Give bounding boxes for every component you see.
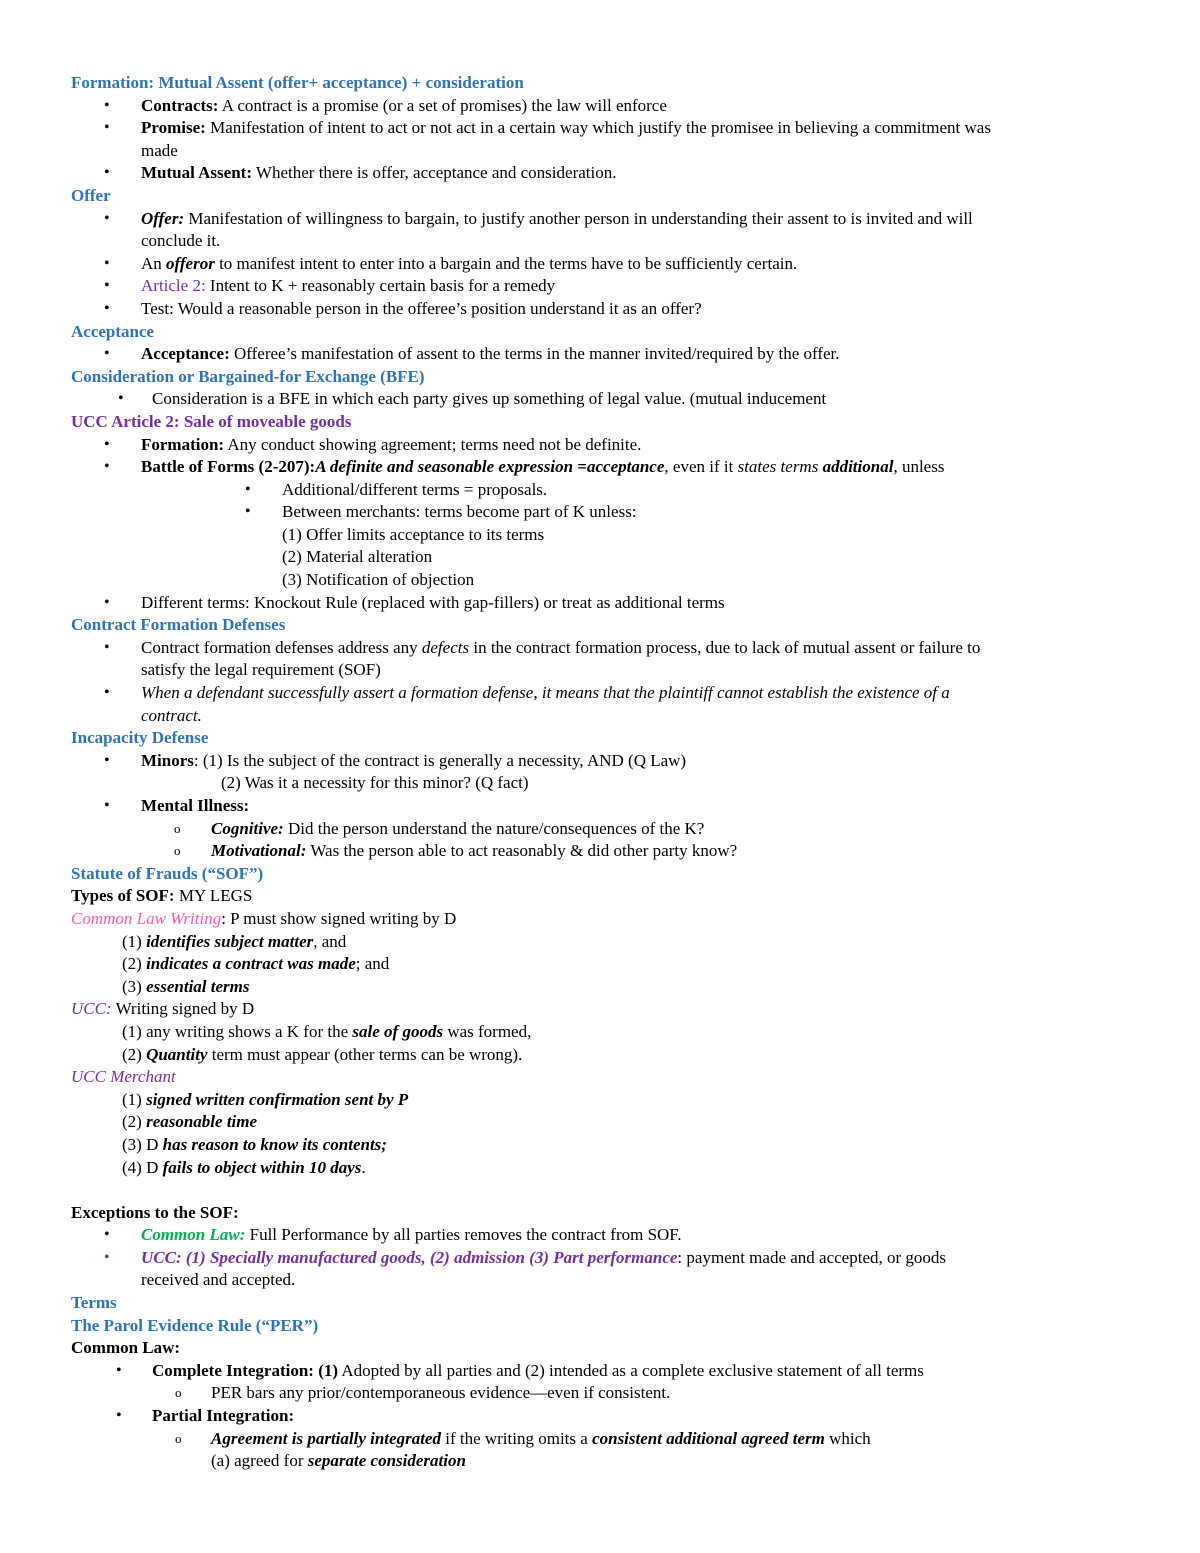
list-item-exc-ucc: • UCC: (1) Specially manufactured goods, (2) admission (3) Part performance: payment made and accepted, or goods (0, 1247, 1200, 1270)
heading-parol-evidence-rule (0, 1315, 1200, 1338)
definition-text: Whether there is offer, acceptance and consideration. (251, 163, 617, 183)
bullet-icon: • (104, 254, 110, 272)
list-item-merchant-1: (1) Offer limits acceptance to its terms (282, 524, 545, 544)
bullet-icon: • (104, 96, 110, 114)
term-label: Minors (141, 750, 194, 770)
list-item-offer-cont (0, 230, 1200, 253)
term-label: Complete Integration: (1) (152, 1360, 339, 1380)
definition-text: Consideration is a BFE in which each party gives up something of legal value. (mutual inducement (152, 389, 827, 409)
term-label: Contracts: (141, 95, 219, 115)
ucc-writing: UCC: Writing signed by D (71, 999, 255, 1019)
bullet-icon: • (116, 1361, 122, 1379)
list-item-uccm-4: (4) D fails to object within 10 days. (122, 1157, 366, 1177)
list-item-offer (0, 208, 1200, 231)
list-item-promise-cont (0, 140, 1200, 163)
list-item-offeror: • An offeror to manifest intent to enter into a bargain and the terms have to be sufficiently certain. (0, 253, 1200, 276)
spacer (0, 1179, 1200, 1202)
bullet-icon: • (116, 1407, 122, 1425)
heading-text: The Parol Evidence Rule (“PER”) (71, 1315, 319, 1335)
heading-contract-formation-defenses (0, 614, 1200, 637)
circle-bullet-icon: o (175, 1430, 182, 1446)
term-label: Mutual Assent: (141, 163, 252, 183)
list-item-per-bars: o PER bars any prior/contemporaneous evidence—even if consistent. (0, 1382, 1200, 1405)
bullet-icon: • (104, 209, 110, 227)
term-label: Cognitive: (211, 818, 284, 838)
heading-consideration (0, 366, 1200, 389)
term-label: Promise: (141, 118, 206, 138)
document-page (0, 72, 1200, 1473)
list-item-separate-consideration: (a) agreed for separate consideration (211, 1451, 466, 1471)
types-of-sof: Types of SOF: MY LEGS (71, 886, 253, 906)
list-item-exc-ucc-cont: received and accepted. (141, 1270, 296, 1290)
heading-formation (0, 72, 1200, 95)
term-label: Offer: (141, 208, 185, 228)
list-item-clw-1: (1) identifies subject matter, and (122, 931, 347, 951)
heading-incapacity-defense (0, 727, 1200, 750)
heading-text: Acceptance (71, 321, 155, 341)
heading-statute-of-frauds (0, 863, 1200, 886)
list-item-battle-of-forms: • Battle of Forms (2-207):A definite and seasonable expression =acceptance, even if it states terms additional, unless (0, 456, 1200, 479)
list-item-acceptance: • Acceptance: Offeree’s manifestation of assent to the terms in the manner invited/required by the offer. (0, 343, 1200, 366)
list-item-partial-integration (0, 1405, 1200, 1428)
heading-ucc-article-2 (0, 411, 1200, 434)
heading-text: UCC Article 2: Sale of moveable goods (71, 411, 352, 431)
bullet-icon: • (104, 797, 110, 814)
list-item-minors-cont: (2) Was it a necessity for this minor? (Q fact) (221, 773, 529, 793)
bullet-icon: • (104, 164, 110, 182)
bullet-icon: • (104, 684, 110, 702)
bullet-icon: • (104, 119, 110, 137)
definition-text: A contract is a promise (or a set of promises) the law will enforce (218, 95, 667, 115)
bullet-icon: • (118, 390, 124, 408)
term-label: Acceptance: (141, 344, 230, 364)
list-item-complete-integration: • Complete Integration: (1) Adopted by all parties and (2) intended as a complete exclusive statement of all terms (0, 1360, 1200, 1383)
list-item-defenses-1: • Contract formation defenses address any defects in the contract formation process, due to lack of mutual assent or failure to (0, 637, 1200, 660)
bullet-icon: • (104, 751, 110, 769)
list-item-different-terms: • Different terms: Knockout Rule (replaced with gap-fillers) or treat as additional terms (0, 592, 1200, 615)
list-item-uccm-3: (3) D has reason to know its contents; (122, 1134, 387, 1154)
list-item-formation: • Formation: Any conduct showing agreement; terms need not be definite. (0, 434, 1200, 457)
list-item-uccm-2: (2) reasonable time (122, 1112, 258, 1132)
circle-bullet-icon: o (175, 1385, 182, 1401)
term-label: Battle of Forms (2-207): (141, 457, 316, 477)
bullet-icon: • (104, 593, 110, 611)
ucc-merchant: UCC Merchant (71, 1067, 176, 1087)
term-label: Article 2: (141, 276, 206, 296)
list-item-defenses-1-cont: satisfy the legal requirement (SOF) (141, 660, 381, 680)
heading-text: Offer (71, 185, 111, 205)
list-item-defenses-2: • When a defendant successfully assert a formation defense, it means that the plaintiff cannot establish the existence of a (0, 682, 1200, 705)
bullet-icon: • (104, 277, 110, 295)
bullet-icon: • (245, 480, 251, 498)
definition-text: Manifestation of willingness to bargain, to justify another person in understanding their assent to is invited and will (184, 208, 973, 228)
list-item-between-merchants: • Between merchants: terms become part of K unless: (0, 501, 1200, 524)
list-item-consideration (0, 388, 1200, 411)
list-item-promise (0, 117, 1200, 140)
common-law-writing: Common Law Writing: P must show signed writing by D (71, 908, 457, 928)
heading-text: Contract Formation Defenses (71, 615, 286, 635)
list-item-ucc-1: (1) any writing shows a K for the sale of goods was formed, (122, 1021, 532, 1041)
heading-text: Formation: Mutual Assent (offer+ acceptance) + consideration (71, 73, 524, 92)
heading-terms (0, 1292, 1200, 1315)
bullet-icon: • (245, 503, 251, 521)
heading-text: Statute of Frauds (“SOF”) (71, 863, 264, 883)
list-item-minors: • Minors: (1) Is the subject of the contract is generally a necessity, AND (Q Law) (0, 750, 1200, 773)
list-item-mutual-assent (0, 162, 1200, 185)
heading-text: Terms (71, 1293, 117, 1313)
heading-text: Common Law: (71, 1338, 181, 1358)
heading-text: Exceptions to the SOF: (71, 1202, 239, 1222)
list-item-ucc-2: (2) Quantity term must appear (other terms can be wrong). (122, 1044, 523, 1064)
bullet-icon: • (104, 345, 110, 363)
list-item-clw-2: (2) indicates a contract was made; and (122, 954, 390, 974)
list-item-contracts (0, 95, 1200, 118)
bullet-icon: • (104, 638, 110, 656)
list-item-merchant-2: (2) Material alteration (282, 547, 433, 567)
list-item-exc-common-law: • Common Law: Full Performance by all parties removes the contract from SOF. (0, 1224, 1200, 1247)
heading-common-law (0, 1337, 1200, 1360)
term-label: UCC: (1) Specially manufactured goods, (2) admission (3) Part performance (141, 1247, 678, 1267)
heading-acceptance (0, 321, 1200, 344)
heading-exceptions (0, 1202, 1200, 1225)
bullet-icon: • (104, 1226, 110, 1244)
list-item-motivational: o Motivational: Was the person able to act reasonably & did other party know? (0, 840, 1200, 863)
definition-text: Test: Would a reasonable person in the offeree’s position understand it as an offer? (141, 298, 702, 318)
circle-bullet-icon: o (174, 843, 181, 859)
term-label: Mental Illness: (141, 796, 250, 815)
definition-text: conclude it. (141, 231, 221, 251)
list-item-uccm-1: (1) signed written confirmation sent by P (122, 1089, 409, 1109)
list-item-additional-terms: • Additional/different terms = proposals. (0, 479, 1200, 502)
list-item-test (0, 298, 1200, 321)
list-item-defenses-2-cont: contract. (141, 705, 202, 725)
bullet-icon: • (104, 1248, 110, 1266)
term-label: offeror (166, 253, 215, 273)
definition-text: Manifestation of intent to act or not act in a certain way which justify the promisee in believing a commitment was (205, 118, 991, 138)
list-item-merchant-3: (3) Notification of objection (282, 570, 475, 590)
circle-bullet-icon: o (174, 820, 181, 836)
list-item-cognitive: o Cognitive: Did the person understand the nature/consequences of the K? (0, 818, 1200, 841)
list-item-partially-integrated: o Agreement is partially integrated if the writing omits a consistent additional agreed term which (0, 1428, 1200, 1451)
bullet-icon: • (104, 299, 110, 317)
heading-text: Consideration or Bargained-for Exchange (BFE) (71, 366, 425, 386)
bullet-icon: • (104, 435, 110, 453)
heading-text: Incapacity Defense (71, 728, 209, 748)
bullet-icon: • (104, 458, 110, 476)
term-label: Common Law: (141, 1225, 246, 1245)
definition-text: made (141, 140, 178, 160)
heading-offer (0, 185, 1200, 208)
term-label: Partial Integration: (152, 1406, 295, 1426)
list-item-mental-illness (0, 795, 1200, 818)
list-item-clw-3: (3) essential terms (122, 976, 250, 996)
list-item-article-2: • Article 2: Intent to K + reasonably certain basis for a remedy (0, 275, 1200, 298)
term-label: Formation: (141, 434, 225, 454)
term-label: Motivational: (211, 841, 307, 861)
